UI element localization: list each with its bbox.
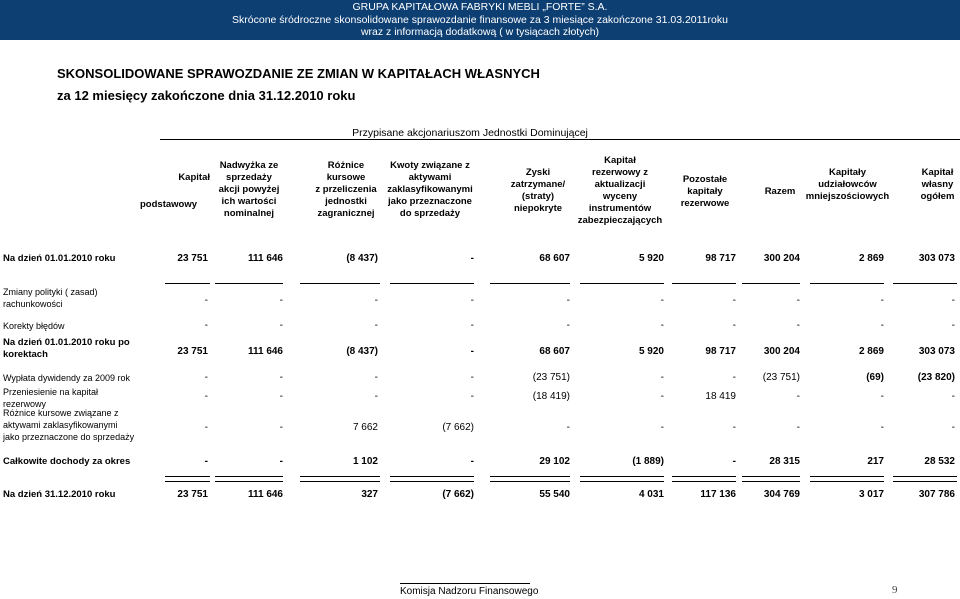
table-cell: - <box>951 422 955 433</box>
row-label-line: Wypłata dywidendy za 2009 rok <box>3 373 130 383</box>
column-header-line: Nadwyżka ze <box>219 160 279 171</box>
table-cell: (7 662) <box>442 489 474 500</box>
table-cell: 29 102 <box>539 456 570 467</box>
row-label <box>3 286 98 310</box>
column-rule <box>742 481 800 482</box>
table-cell: - <box>204 295 208 306</box>
row-label-line: aktywami zaklasyfikowanymi <box>3 420 118 430</box>
table-cell: (1 889) <box>632 456 664 467</box>
column-rule <box>215 476 283 477</box>
column-header-9 <box>800 167 895 203</box>
table-cell: - <box>204 456 208 467</box>
column-header-line: do sprzedaży <box>399 208 461 219</box>
column-rule <box>215 283 283 284</box>
table-cell: - <box>279 320 283 331</box>
statement-title: SKONSOLIDOWANE SPRAWOZDANIE ZE ZMIAN W KAPITAŁACH WŁASNYCH <box>57 66 540 81</box>
row-label-line: Całkowite dochody za okres <box>3 456 131 467</box>
column-rule <box>165 476 210 477</box>
table-cell: - <box>204 422 208 433</box>
column-header-line: zaklasyfikowanymi <box>387 184 473 195</box>
table-cell: 68 607 <box>539 346 570 357</box>
row-label <box>3 372 130 384</box>
column-header-line: jednostki <box>325 196 367 207</box>
table-cell: - <box>566 422 570 433</box>
table-cell: 303 073 <box>918 346 955 357</box>
column-header-line: (straty) <box>521 191 555 202</box>
column-header-line: Razem <box>764 186 796 197</box>
table-cell: 304 769 <box>763 489 800 500</box>
table-cell: 28 532 <box>924 456 955 467</box>
row-label-line: jako przeznaczone do sprzedaży <box>3 432 135 442</box>
table-cell: (8 437) <box>346 253 378 264</box>
report-header <box>0 0 960 40</box>
column-rule <box>390 481 474 482</box>
column-header-8 <box>758 186 802 198</box>
column-header-line: niepokryte <box>513 203 563 214</box>
row-label-line: Na dzień 01.01.2010 roku po <box>3 337 130 348</box>
column-header-6 <box>575 155 665 227</box>
table-cell: - <box>470 295 474 306</box>
table-cell: - <box>796 320 800 331</box>
column-rule <box>742 283 800 284</box>
table-cell: 98 717 <box>705 253 736 264</box>
column-rule <box>742 476 800 477</box>
table-cell: 2 869 <box>858 346 884 357</box>
header-line-2: Skrócone śródroczne skonsolidowane sprawozdanie finansowe za 3 miesiące zakończone 31.03.2011roku <box>232 13 728 26</box>
column-rule <box>165 481 210 482</box>
column-rule <box>490 476 570 477</box>
column-rule <box>390 283 474 284</box>
table-cell: - <box>470 456 474 467</box>
table-cell: 111 646 <box>247 253 283 264</box>
column-header-line: Zyski <box>525 167 551 178</box>
column-header-5 <box>502 167 574 215</box>
row-label-line: korektach <box>3 349 48 360</box>
table-cell: - <box>204 391 208 402</box>
column-header-line: zatrzymane/ <box>510 179 566 190</box>
table-cell: 217 <box>867 456 884 467</box>
table-cell: - <box>279 295 283 306</box>
table-cell: 117 136 <box>700 489 736 500</box>
column-rule <box>390 476 474 477</box>
column-header-line: własny <box>921 179 954 190</box>
column-header-10 <box>915 167 960 203</box>
table-cell: - <box>374 372 378 383</box>
header-line-1: GRUPA KAPITAŁOWA FABRYKI MEBLI „FORTE” S.A. <box>352 1 608 13</box>
table-cell: - <box>279 372 283 383</box>
table-cell: - <box>951 295 955 306</box>
column-header-line: aktualizacji <box>594 179 646 190</box>
table-cell: - <box>279 391 283 402</box>
column-header-line: kursowe <box>326 172 366 183</box>
row-label <box>3 489 115 501</box>
table-cell: 111 646 <box>247 489 283 500</box>
column-header-line: Pozostałe <box>682 174 728 185</box>
row-label-line: Różnice kursowe związane z <box>3 408 119 418</box>
table-cell: 28 315 <box>769 456 800 467</box>
column-rule <box>300 283 380 284</box>
column-rule <box>893 476 957 477</box>
column-rule <box>810 476 884 477</box>
table-cell: 307 786 <box>918 489 955 500</box>
table-cell: - <box>470 320 474 331</box>
column-header-line: Kapitał <box>604 155 636 166</box>
column-rule <box>672 283 736 284</box>
table-cell: 300 204 <box>763 346 800 357</box>
table-cell: - <box>660 422 664 433</box>
table-cell: 23 751 <box>177 253 208 264</box>
table-cell: - <box>470 253 474 264</box>
column-rule <box>893 283 957 284</box>
table-cell: (23 751) <box>532 372 570 383</box>
table-cell: 300 204 <box>763 253 800 264</box>
table-cell: 55 540 <box>539 489 570 500</box>
column-header-line: zabezpieczających <box>577 215 663 226</box>
row-label-line: Przeniesienie na kapitał <box>3 387 99 397</box>
table-cell: - <box>880 295 884 306</box>
table-cell: 303 073 <box>918 253 955 264</box>
row-label-line: Na dzień 01.01.2010 roku <box>3 253 116 264</box>
table-cell: - <box>660 372 664 383</box>
page-number: 9 <box>892 584 898 596</box>
row-label <box>3 337 130 361</box>
column-rule <box>580 481 664 482</box>
column-header-4 <box>380 160 480 220</box>
table-cell: - <box>374 391 378 402</box>
group-header-rule <box>160 139 960 140</box>
column-rule <box>165 283 210 284</box>
column-header-line: Różnice <box>327 160 365 171</box>
column-header-line: ogółem <box>920 191 955 202</box>
table-cell: - <box>279 422 283 433</box>
table-cell: - <box>566 320 570 331</box>
table-cell: - <box>796 422 800 433</box>
column-header-line: jako przeznaczone <box>388 196 472 207</box>
table-cell: (8 437) <box>346 346 378 357</box>
table-cell: (23 751) <box>762 372 800 383</box>
table-cell: - <box>470 346 474 357</box>
row-label <box>3 253 115 265</box>
column-header-line: aktywami <box>408 172 452 183</box>
row-label <box>3 320 65 332</box>
column-rule <box>490 283 570 284</box>
statement-period: za 12 miesięcy zakończone dnia 31.12.2010 roku <box>57 88 356 103</box>
column-header-line: Kwoty związane z <box>390 160 470 171</box>
group-header: Przypisane akcjonariuszom Jednostki Dominującej <box>352 127 588 139</box>
table-cell: 23 751 <box>177 346 208 357</box>
table-cell: - <box>951 320 955 331</box>
column-header-line: Kapitały <box>829 167 866 178</box>
column-rule <box>810 481 884 482</box>
table-cell: - <box>660 391 664 402</box>
column-rule <box>672 476 736 477</box>
table-cell: - <box>470 372 474 383</box>
table-cell: 23 751 <box>177 489 208 500</box>
row-label-line: rachunkowości <box>3 299 63 309</box>
column-header-line: rezerwowy z <box>592 167 648 178</box>
column-header-line: udziałowców <box>818 179 877 190</box>
table-cell: - <box>204 372 208 383</box>
table-cell: (7 662) <box>442 422 474 433</box>
table-cell: 2 869 <box>858 253 884 264</box>
table-cell: 5 920 <box>638 253 664 264</box>
column-header-line: rezerwowe <box>680 198 730 209</box>
column-header-line: instrumentów <box>588 203 652 214</box>
column-rule <box>580 283 664 284</box>
row-label <box>3 456 130 468</box>
column-header-line: z przeliczenia <box>315 184 377 195</box>
table-cell: - <box>796 391 800 402</box>
table-cell: - <box>732 456 736 467</box>
table-cell: - <box>880 320 884 331</box>
column-header-2 <box>210 160 288 220</box>
table-cell: - <box>880 422 884 433</box>
column-header-line: sprzedaży <box>226 172 272 183</box>
table-cell: 1 102 <box>352 456 378 467</box>
table-cell: 68 607 <box>539 253 570 264</box>
column-rule <box>300 481 380 482</box>
table-cell: (69) <box>866 372 884 383</box>
table-cell: - <box>951 391 955 402</box>
column-header-line: wyceny <box>602 191 638 202</box>
column-header-line: ich wartości <box>221 196 277 207</box>
column-rule <box>580 476 664 477</box>
column-rule <box>215 481 283 482</box>
column-header-line: akcji powyżej <box>218 184 280 195</box>
row-label-line: Zmiany polityki ( zasad) <box>3 287 98 297</box>
table-cell: 18 419 <box>705 391 736 402</box>
table-cell: - <box>660 295 664 306</box>
column-header-line: zagranicznej <box>317 208 375 219</box>
column-header-line: nominalnej <box>223 208 275 219</box>
table-cell: - <box>470 391 474 402</box>
table-cell: 98 717 <box>705 346 736 357</box>
table-cell: - <box>204 320 208 331</box>
column-header-line: kapitały <box>687 186 723 197</box>
row-label <box>3 407 134 443</box>
column-header-3 <box>310 160 382 220</box>
row-label-line: Na dzień 31.12.2010 roku <box>3 489 116 500</box>
row-label-line: Korekty błędów <box>3 321 65 331</box>
table-cell: - <box>732 295 736 306</box>
table-cell: 4 031 <box>638 489 664 500</box>
table-cell: - <box>566 295 570 306</box>
column-rule <box>810 283 884 284</box>
column-header-7 <box>675 174 735 210</box>
table-cell: - <box>732 372 736 383</box>
header-line-3: wraz z informacją dodatkową ( w tysiącach złotych) <box>360 26 600 38</box>
table-cell: (18 419) <box>532 391 570 402</box>
table-cell: - <box>660 320 664 331</box>
footer-text: Komisja Nadzoru Finansowego <box>400 586 539 597</box>
table-cell: 111 646 <box>247 346 283 357</box>
table-cell: 7 662 <box>352 422 378 433</box>
table-cell: 327 <box>361 489 378 500</box>
column-header-line: Kapitał <box>921 167 954 178</box>
table-cell: - <box>732 422 736 433</box>
table-cell: - <box>880 391 884 402</box>
table-cell: - <box>374 320 378 331</box>
column-rule <box>893 481 957 482</box>
column-header-kapital-podstawowy-line-2: podstawowy <box>140 199 198 210</box>
column-rule <box>672 481 736 482</box>
footer-rule <box>400 583 530 584</box>
table-cell: - <box>279 456 283 467</box>
table-cell: 5 920 <box>638 346 664 357</box>
table-cell: 3 017 <box>858 489 884 500</box>
table-cell: - <box>796 295 800 306</box>
row-label-line: rezerwowy <box>3 399 47 409</box>
table-cell: (23 820) <box>917 372 955 383</box>
table-cell: - <box>732 320 736 331</box>
table-cell: - <box>374 295 378 306</box>
column-header-line: mniejszościowych <box>805 191 890 202</box>
column-rule <box>490 481 570 482</box>
column-rule <box>300 476 380 477</box>
column-header-kapital-podstawowy-line-1: Kapitał <box>178 172 210 183</box>
